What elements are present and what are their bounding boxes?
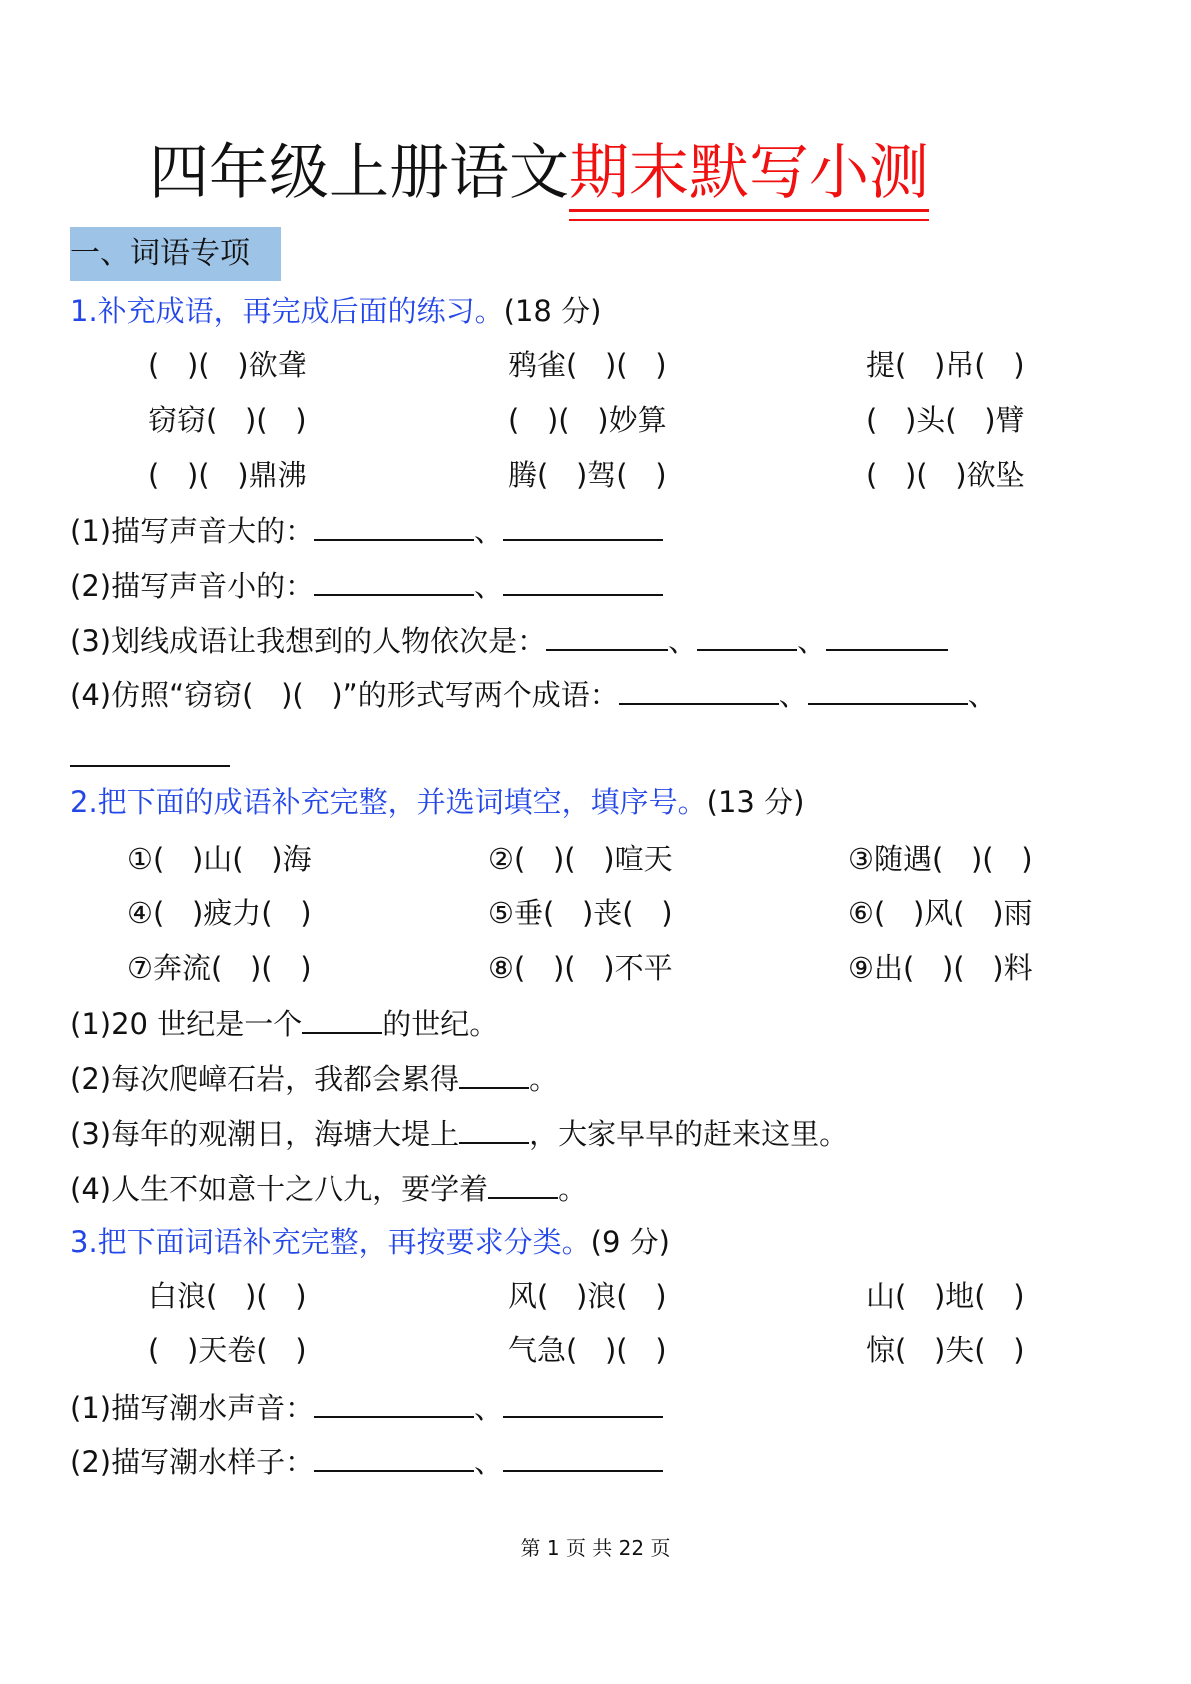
q1-item: 鸦雀( )( ) — [508, 348, 667, 382]
q2-item: ⑥( )风( )雨 — [848, 896, 1033, 930]
answer-blank[interactable] — [697, 619, 797, 651]
q2-sentence-3 — [70, 1112, 848, 1152]
q1-item: ( )头( )臂 — [866, 403, 1025, 437]
answer-blank[interactable] — [314, 509, 474, 541]
q3-heading — [70, 1222, 670, 1262]
answer-blank[interactable] — [619, 673, 779, 705]
sentence-text: 。 — [529, 1062, 559, 1096]
q2-item: ⑦奔流( )( ) — [127, 951, 312, 985]
title-black: 四年级上册语文 — [149, 138, 569, 208]
sentence-text: 。 — [558, 1172, 588, 1206]
q1-sub1-label: (1)描写声音大的： — [70, 514, 315, 548]
q3-item: ( )天卷( ) — [148, 1333, 307, 1367]
q3-sub1 — [70, 1386, 663, 1426]
q2-sentence-4 — [70, 1167, 587, 1207]
q2-item: ⑨出( )( )料 — [848, 951, 1033, 985]
q2-sentence-1 — [70, 1002, 498, 1042]
separator: 、 — [474, 514, 504, 548]
q3-sub2 — [70, 1440, 663, 1480]
answer-blank[interactable] — [808, 673, 968, 705]
q1-sub4-label: (4)仿照“窃窃( )( )”的形式写两个成语： — [70, 678, 619, 712]
sentence-text: (3)每年的观潮日，海塘大堤上 — [70, 1117, 460, 1151]
page-title — [149, 133, 929, 213]
answer-blank[interactable] — [459, 1112, 529, 1144]
separator: 、 — [967, 678, 997, 712]
q2-heading-text: 2.把下面的成语补充完整，并选词填空，填序号。 — [70, 785, 707, 819]
answer-blank[interactable] — [503, 1386, 663, 1418]
answer-blank[interactable] — [302, 1002, 382, 1034]
q1-sub4 — [70, 673, 997, 713]
sentence-text: (1)20 世纪是一个 — [70, 1007, 303, 1041]
q2-item: ③随遇( )( ) — [848, 842, 1033, 876]
separator: 、 — [474, 1391, 504, 1425]
q1-sub2 — [70, 564, 663, 604]
q1-heading-text: 1.补充成语，再完成后面的练习。 — [70, 294, 504, 328]
sentence-text: ，大家早早的赶来这里。 — [529, 1117, 849, 1151]
sentence-text: 的世纪。 — [382, 1007, 499, 1041]
q3-item: 惊( )失( ) — [866, 1333, 1025, 1367]
q3-points: (9 分) — [590, 1225, 670, 1259]
q2-item: ⑧( )( )不平 — [488, 951, 673, 985]
answer-blank[interactable] — [70, 735, 230, 767]
separator: 、 — [797, 624, 827, 658]
title-red: 期末默写小测 — [569, 133, 929, 213]
answer-blank[interactable] — [314, 564, 474, 596]
q1-item: ( )( )鼎沸 — [148, 458, 307, 492]
q3-item: 气急( )( ) — [508, 1333, 667, 1367]
section-heading: 一、词语专项 — [70, 227, 281, 281]
q2-item: ⑤垂( )丧( ) — [488, 896, 673, 930]
q1-heading — [70, 291, 601, 331]
q3-item: 风( )浪( ) — [508, 1279, 667, 1313]
q3-sub2-label: (2)描写潮水样子： — [70, 1445, 315, 1479]
separator: 、 — [778, 678, 808, 712]
q1-item: ( )( )欲聋 — [148, 348, 307, 382]
q1-item: ( )( )欲坠 — [866, 458, 1025, 492]
q1-item: 窃窃( )( ) — [148, 403, 307, 437]
q1-points: (18 分) — [503, 294, 602, 328]
q1-sub3 — [70, 619, 948, 659]
answer-blank[interactable] — [503, 509, 663, 541]
page-footer: 第 1 页 共 22 页 — [520, 1536, 671, 1560]
q2-item: ④( )疲力( ) — [127, 896, 312, 930]
q2-heading — [70, 782, 804, 822]
answer-blank[interactable] — [503, 1440, 663, 1472]
q2-item: ②( )( )喧天 — [488, 842, 673, 876]
separator: 、 — [474, 569, 504, 603]
answer-blank[interactable] — [314, 1440, 474, 1472]
q2-sentence-2 — [70, 1057, 558, 1097]
q1-sub4-cont — [70, 735, 230, 775]
sentence-text: (2)每次爬嶂石岩，我都会累得 — [70, 1062, 460, 1096]
answer-blank[interactable] — [314, 1386, 474, 1418]
q1-sub1 — [70, 509, 663, 549]
answer-blank[interactable] — [826, 619, 948, 651]
q1-item: 提( )吊( ) — [866, 348, 1025, 382]
q3-item: 白浪( )( ) — [148, 1279, 307, 1313]
answer-blank[interactable] — [546, 619, 668, 651]
q1-sub3-label: (3)划线成语让我想到的人物依次是： — [70, 624, 547, 658]
separator: 、 — [668, 624, 698, 658]
answer-blank[interactable] — [503, 564, 663, 596]
q2-points: (13 分) — [706, 785, 805, 819]
q1-sub2-label: (2)描写声音小的： — [70, 569, 315, 603]
q3-heading-text: 3.把下面词语补充完整，再按要求分类。 — [70, 1225, 591, 1259]
separator: 、 — [474, 1445, 504, 1479]
q3-sub1-label: (1)描写潮水声音： — [70, 1391, 315, 1425]
answer-blank[interactable] — [459, 1057, 529, 1089]
sentence-text: (4)人生不如意十之八九，要学着 — [70, 1172, 489, 1206]
answer-blank[interactable] — [488, 1167, 558, 1199]
q3-item: 山( )地( ) — [866, 1279, 1025, 1313]
q1-item: ( )( )妙算 — [508, 403, 667, 437]
q2-item: ①( )山( )海 — [127, 842, 312, 876]
q1-item: 腾( )驾( ) — [508, 458, 667, 492]
